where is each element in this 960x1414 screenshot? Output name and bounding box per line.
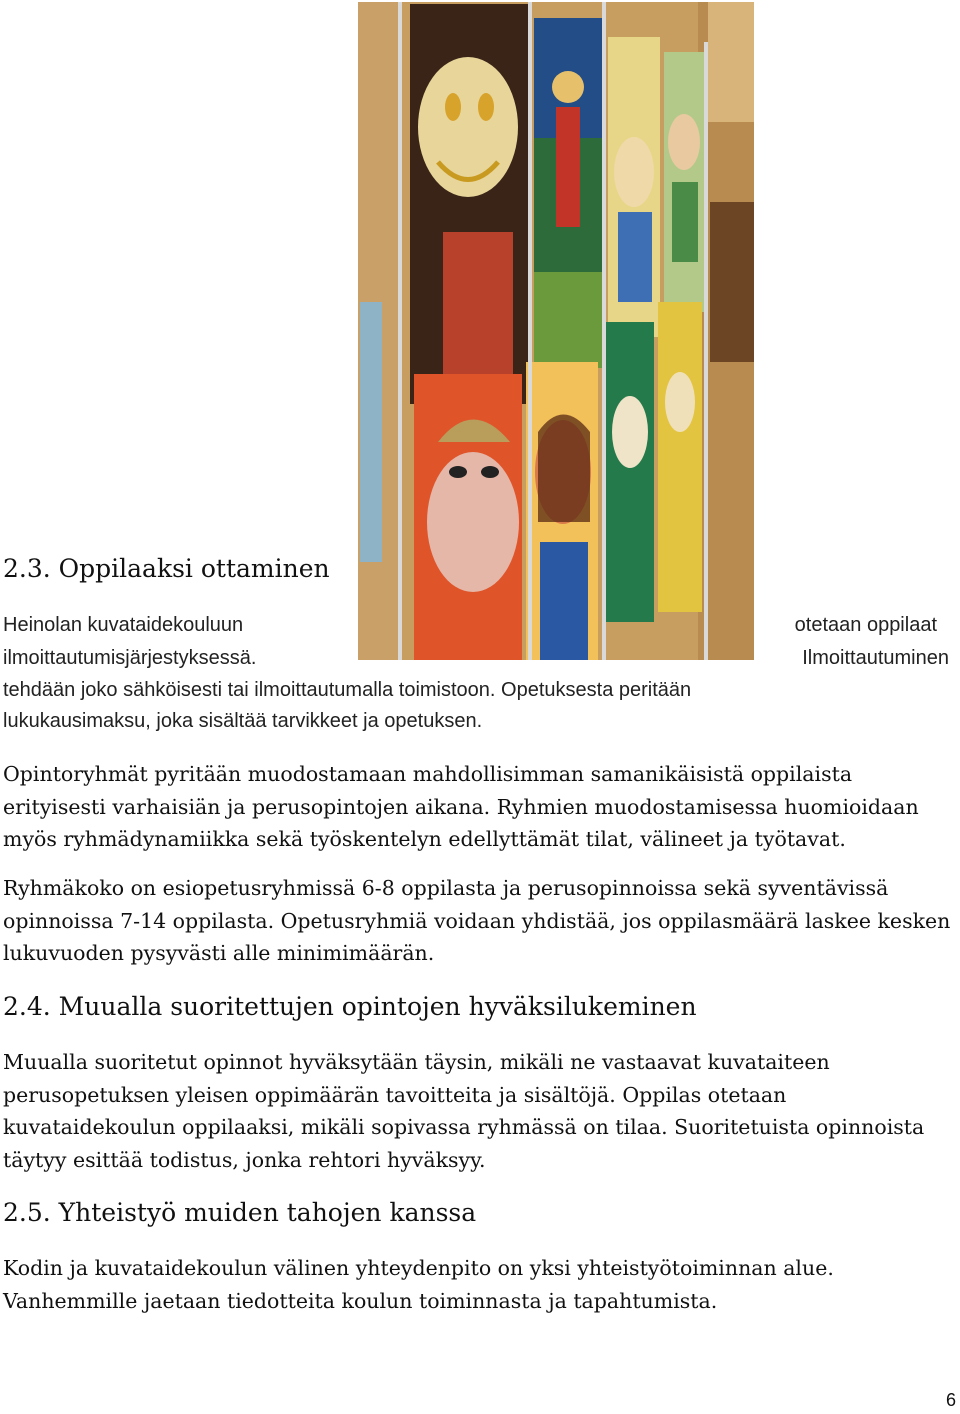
intro-line-3: tehdään joko sähköisesti tai ilmoittautumalla toimistoon. Opetuksesta peritään xyxy=(3,679,692,701)
credit-paragraph xyxy=(3,1046,953,1176)
section-heading-2-5: 2.5. Yhteistyö muiden tahojen kanssa xyxy=(3,1198,477,1227)
cooperation-paragraph xyxy=(3,1252,953,1317)
groups-paragraph xyxy=(3,758,953,856)
cooperation-paragraph-text: Kodin ja kuvataidekoulun välinen yhteydenpito on yksi yhteistyötoiminnan alue. Vanhemmille jaetaan tiedotteita koulun toiminnasta ja tapahtumista. xyxy=(3,1256,834,1313)
artwork-photo xyxy=(358,2,754,660)
intro-line-4: lukukausimaksu, joka sisältää tarvikkeet ja opetuksen. xyxy=(3,710,483,732)
intro-paragraph xyxy=(3,610,953,734)
intro-line-1-left: Heinolan kuvataidekouluun xyxy=(3,614,244,636)
page-number: 6 xyxy=(945,1390,956,1410)
section-heading-2-3: 2.3. Oppilaaksi ottaminen xyxy=(3,554,330,583)
intro-line-2-right: Ilmoittautuminen xyxy=(802,647,949,669)
intro-line-1-right: otetaan oppilaat xyxy=(794,614,937,636)
credit-paragraph-text: Muualla suoritetut opinnot hyväksytään täysin, mikäli ne vastaavat kuvataiteen perusopetuksen yleisen oppimäärän tavoitteita ja sisältöjä. Oppilas otetaan kuvataidekoulun oppilaaksi, mikäli sopivassa ryhmässä on tilaa. Suoritetuista opinnoista täytyy esittää todistus, jonka rehtori hyväksyy. xyxy=(3,1050,925,1172)
intro-line-2-left: ilmoittautumisjärjestyksessä. xyxy=(3,647,257,669)
group-size-paragraph xyxy=(3,872,953,970)
groups-paragraph-text: Opintoryhmät pyritään muodostamaan mahdollisimman samanikäisistä oppilaista erityisesti varhaisiän ja perusopintojen aikana. Ryhmien muodostamisessa huomioidaan myös ryhmädynamiikka sekä työskentelyn edellyttämät tilat, välineet ja työtavat. xyxy=(3,762,919,851)
group-size-paragraph-text: Ryhmäkoko on esiopetusryhmissä 6-8 oppilasta ja perusopinnoissa sekä syventävissä opinnoissa 7-14 oppilasta. Opetusryhmiä voidaan yhdistää, jos oppilasmäärä laskee kesken lukuvuoden pysyvästi alle minimimäärän. xyxy=(3,876,951,965)
section-heading-2-4: 2.4. Muualla suoritettujen opintojen hyväksilukeminen xyxy=(3,992,697,1021)
